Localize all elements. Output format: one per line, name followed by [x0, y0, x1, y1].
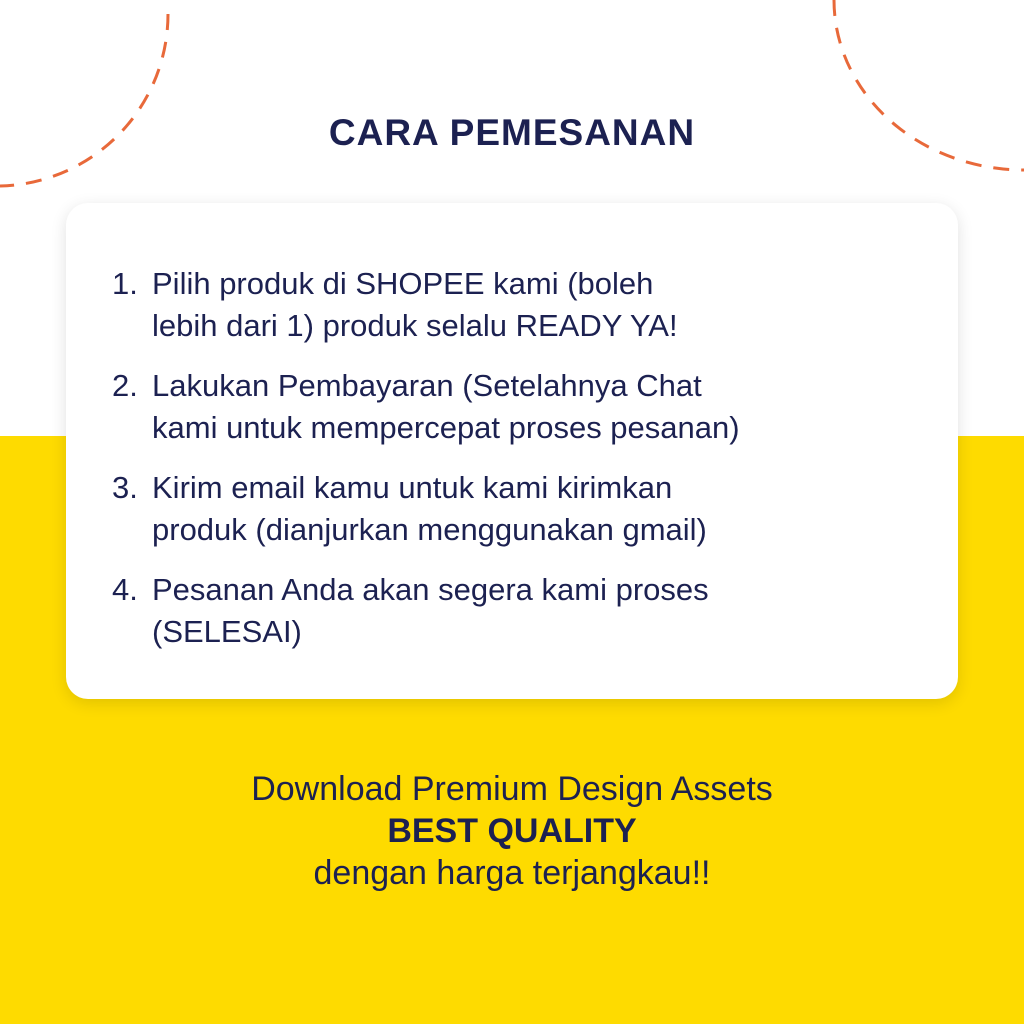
promo-line-best-quality: BEST QUALITY — [387, 812, 637, 850]
order-steps-list — [112, 263, 942, 671]
step-number: 4. — [112, 572, 138, 607]
promo-line-affordable: dengan harga terjangkau!! — [313, 854, 711, 892]
page-title: CARA PEMESANAN — [328, 112, 696, 153]
step-item-4 — [112, 569, 942, 653]
step-text: Pilih produk di SHOPEE kami (boleh lebih dari 1) produk selalu READY YA! — [152, 266, 678, 343]
promo-line-download: Download Premium Design Assets — [251, 770, 773, 808]
step-text: Lakukan Pembayaran (Setelahnya Chat kami untuk mempercepat proses pesanan) — [152, 368, 740, 445]
step-item-2 — [112, 365, 942, 449]
dashed-arc-left — [0, 14, 168, 186]
step-number: 2. — [112, 368, 138, 403]
step-number: 3. — [112, 470, 138, 505]
step-item-1 — [112, 263, 942, 347]
promo-footer — [0, 768, 1024, 894]
step-text: Kirim email kamu untuk kami kirimkan produk (dianjurkan menggunakan gmail) — [152, 470, 707, 547]
order-steps-card — [66, 203, 958, 699]
step-item-3 — [112, 467, 942, 551]
step-text: Pesanan Anda akan segera kami proses (SELESAI) — [152, 572, 709, 649]
step-number: 1. — [112, 266, 138, 301]
